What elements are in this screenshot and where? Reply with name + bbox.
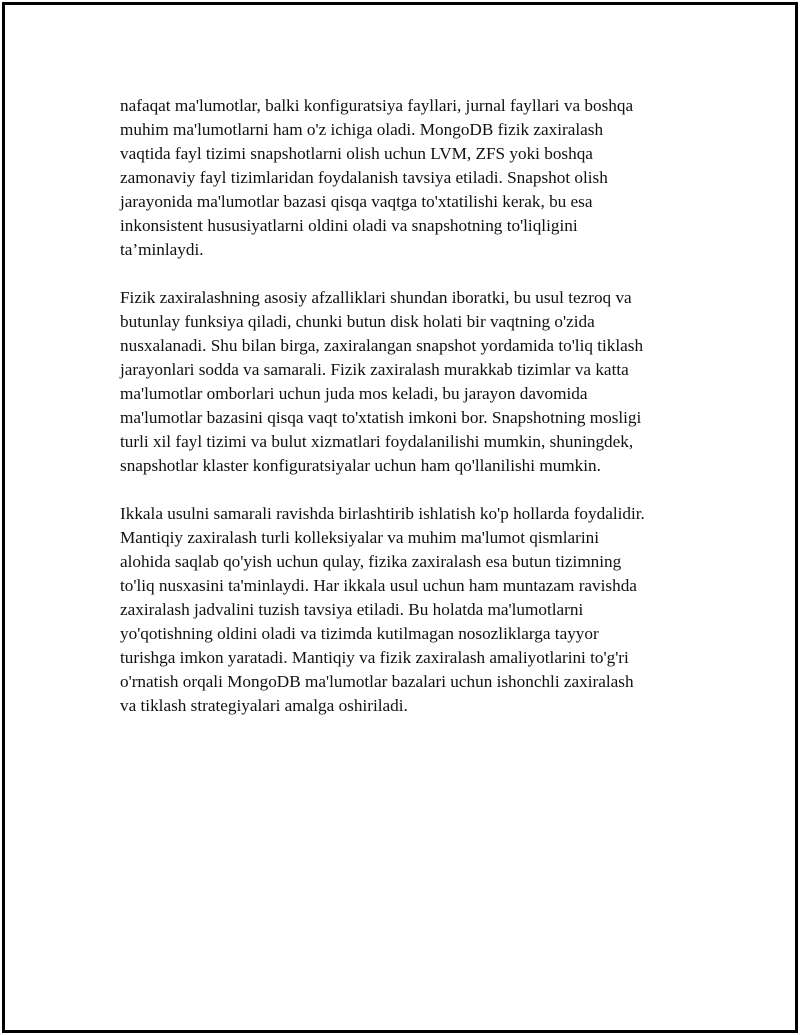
text-line: ma'lumotlar bazasini qisqa vaqt to'xtatish imkoni bor. Snapshotning mosligi (120, 408, 642, 427)
page-body (120, 94, 720, 718)
text-line: snapshotlar klaster konfiguratsiyalar uchun ham qo'llanilishi mumkin. (120, 456, 601, 475)
text-line: inkonsistent hususiyatlarni oldini oladi va snapshotning to'liqligini (120, 216, 578, 235)
text-line: turishga imkon yaratadi. Mantiqiy va fizik zaxiralash amaliyotlarini to'g'ri (120, 648, 629, 667)
text-line: Fizik zaxiralashning asosiy afzalliklari shundan iboratki, bu usul tezroq va (120, 288, 632, 307)
text-line: nusxalanadi. Shu bilan birga, zaxiralangan snapshot yordamida to'liq tiklash (120, 336, 644, 355)
text-line: ma'lumotlar omborlari uchun juda mos keladi, bu jarayon davomida (120, 384, 588, 403)
text-line: zaxiralash jadvalini tuzish tavsiya etiladi. Bu holatda ma'lumotlarni (120, 600, 584, 619)
text-line: muhim ma'lumotlarni ham o'z ichiga oladi. MongoDB fizik zaxiralash (120, 120, 604, 139)
text-line: jarayonlari sodda va samarali. Fizik zaxiralash murakkab tizimlar va katta (120, 360, 629, 379)
paragraph-spacer (120, 262, 720, 286)
page-border (2, 2, 798, 1033)
text-line: o'rnatish orqali MongoDB ma'lumotlar bazalari uchun ishonchli zaxiralash (120, 672, 634, 691)
text-line: va tiklash strategiyalari amalga oshiriladi. (120, 696, 408, 715)
text-line: yo'qotishning oldini oladi va tizimda kutilmagan nosozliklarga tayyor (120, 624, 599, 643)
text-line: alohida saqlab qo'yish uchun qulay, fizika zaxiralash esa butun tizimning (120, 552, 622, 571)
paragraph-2 (120, 286, 720, 478)
text-line: ta’minlaydi. (120, 240, 204, 259)
text-line: zamonaviy fayl tizimlaridan foydalanish tavsiya etiladi. Snapshot olish (120, 168, 608, 187)
text-line: nafaqat ma'lumotlar, balki konfiguratsiya fayllari, jurnal fayllari va boshqa (120, 96, 634, 115)
text-line: Ikkala usulni samarali ravishda birlashtirib ishlatish ko'p hollarda foydalidir. (120, 504, 645, 523)
text-line: butunlay funksiya qiladi, chunki butun disk holati bir vaqtning o'zida (120, 312, 595, 331)
paragraph-3 (120, 502, 720, 718)
paragraph-spacer (120, 478, 720, 502)
text-line: jarayonida ma'lumotlar bazasi qisqa vaqtga to'xtatilishi kerak, bu esa (120, 192, 593, 211)
text-line: Mantiqiy zaxiralash turli kolleksiyalar va muhim ma'lumot qismlarini (120, 528, 600, 547)
text-line: turli xil fayl tizimi va bulut xizmatlari foydalanilishi mumkin, shuningdek, (120, 432, 634, 451)
text-line: to'liq nusxasini ta'minlaydi. Har ikkala usul uchun ham muntazam ravishda (120, 576, 637, 595)
paragraph-1 (120, 94, 720, 262)
text-line: vaqtida fayl tizimi snapshotlarni olish uchun LVM, ZFS yoki boshqa (120, 144, 593, 163)
